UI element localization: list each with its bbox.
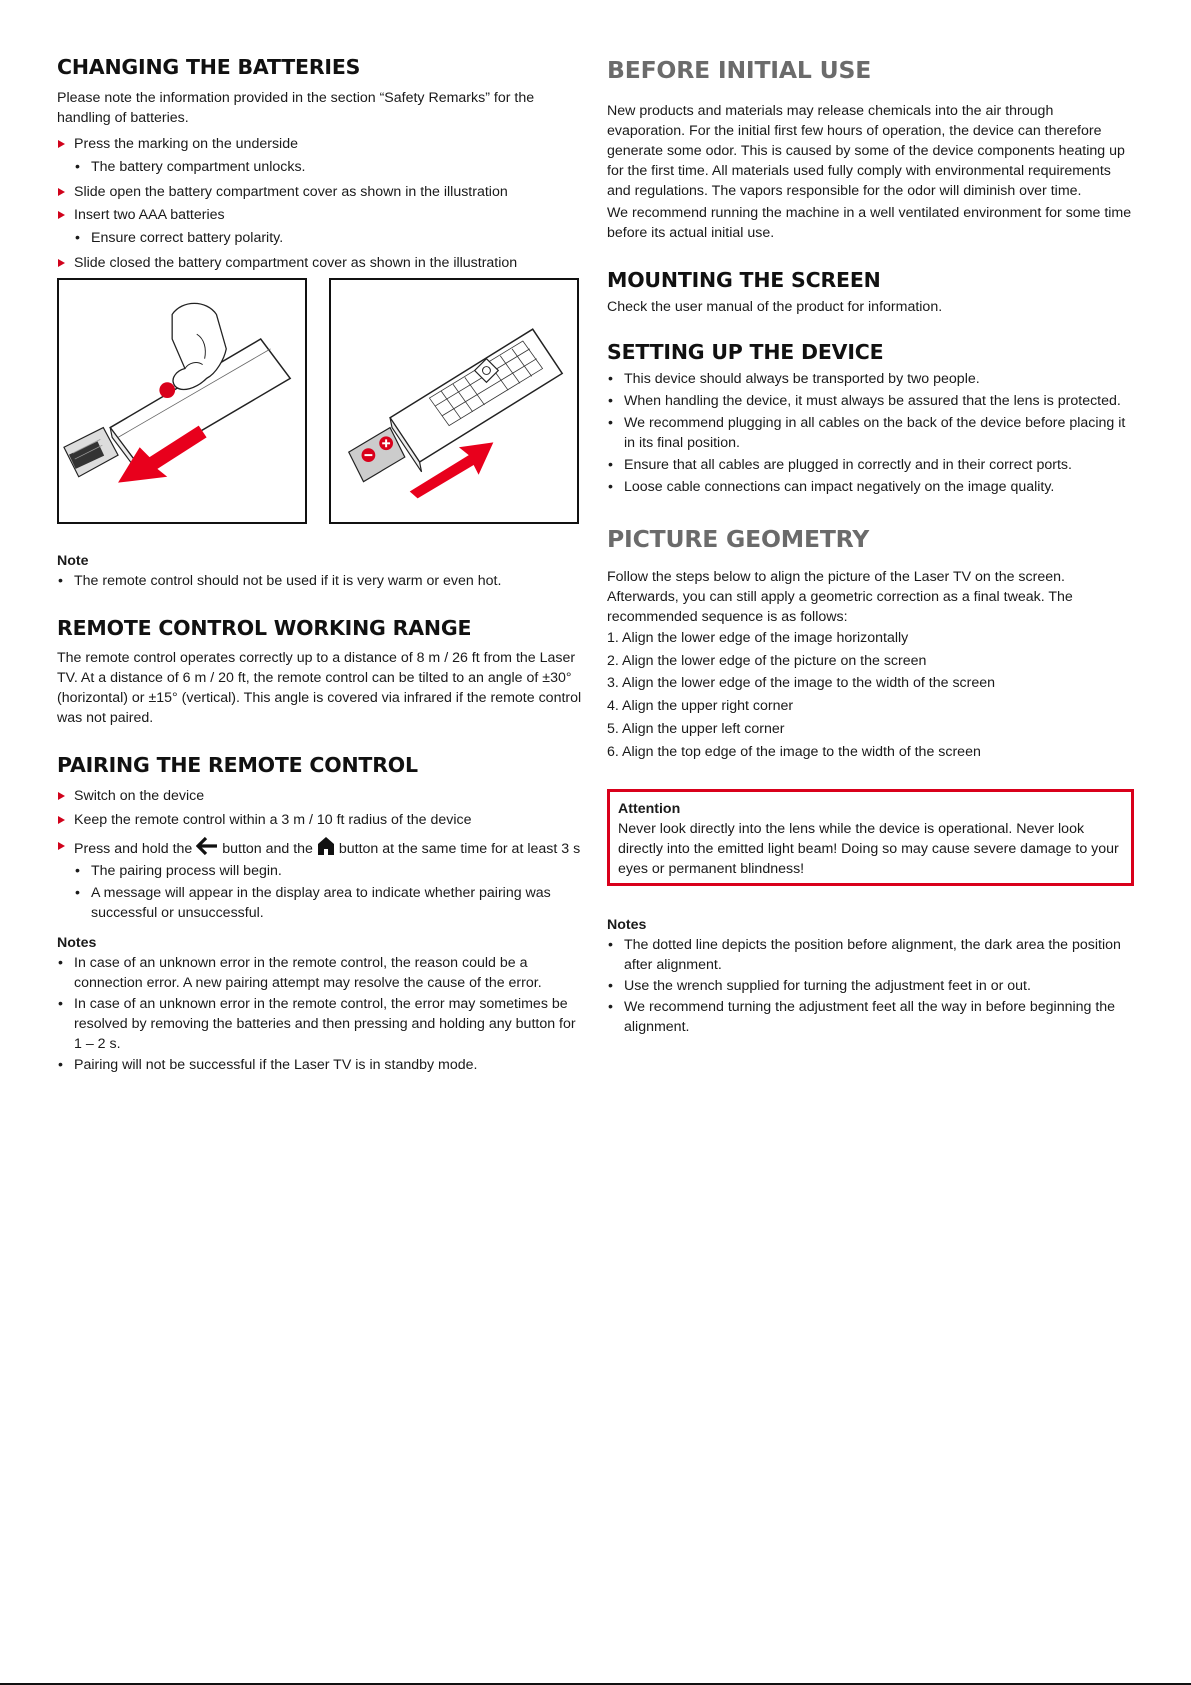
geometry-step-6: 6. Align the top edge of the image to the width of the screen bbox=[607, 743, 981, 760]
note-item: • The remote control should not be used if it is very warm or even hot. bbox=[58, 573, 502, 589]
battery-step-1: Press the marking on the underside bbox=[57, 134, 583, 154]
right-column bbox=[607, 52, 1134, 1037]
back-arrow-icon bbox=[196, 836, 218, 856]
setup-item-5: • Loose cable connections can impact negatively on the image quality. bbox=[608, 479, 1055, 495]
geometry-step-3: 3. Align the lower edge of the image to the width of the screen bbox=[607, 675, 996, 692]
initial-use-heading: BEFORE INITIAL USE bbox=[607, 56, 872, 84]
pairing-step-3-result-1: • The pairing process will begin. bbox=[75, 863, 282, 879]
geometry-notes-block bbox=[607, 915, 1134, 1037]
geometry-notes-heading: Notes bbox=[607, 917, 647, 934]
geometry-step-4: 4. Align the upper right corner bbox=[607, 698, 794, 715]
initial-use-paragraph-2: We recommend running the machine in a well ventilated environment for some time before its actual initial use. bbox=[607, 205, 1132, 241]
batteries-intro: Please note the information provided in the section “Safety Remarks” for the handling of batteries. bbox=[57, 90, 535, 126]
pairing-notes-heading: Notes bbox=[57, 935, 97, 951]
battery-step-1-result: • The battery compartment unlocks. bbox=[75, 159, 306, 175]
geometry-step-5: 5. Align the upper left corner bbox=[607, 720, 785, 737]
geometry-note-2: • Use the wrench supplied for turning the adjustment feet in or out. bbox=[608, 978, 1031, 995]
pairing-note-3: • Pairing will not be successful if the Laser TV is in standby mode. bbox=[58, 1057, 478, 1073]
mounting-heading: MOUNTING THE SCREEN bbox=[607, 268, 881, 292]
left-column bbox=[57, 52, 583, 1075]
pairing-step-1: Switch on the device bbox=[57, 786, 583, 806]
open-compartment-figure bbox=[57, 278, 307, 524]
setup-item-2: • When handling the device, it must always be assured that the lens is protected. bbox=[608, 393, 1121, 409]
battery-step-4: Slide closed the battery compartment cover as shown in the illustration bbox=[57, 253, 583, 273]
initial-use-paragraph-1: New products and materials may release chemicals into the air through evaporation. For the initial first few hours of operation, the device can therefore generate some odor. This is caused by some of the device components heating up for the first time. All materials used fully comply with environmental requirements and regulations. The vapors responsible for the odor will diminish over time. bbox=[607, 103, 1125, 199]
battery-step-3-result: • Ensure correct battery polarity. bbox=[75, 230, 284, 246]
range-text: The remote control operates correctly up to a distance of 8 m / 26 ft from the Laser TV. At a distance of 6 m / 20 ft, the remote control can be tilted to an angle of ±30° (horizontal) or ±15° (vertical). This angle is covered via infrared if the remote control was not paired. bbox=[57, 650, 582, 726]
setup-item-3: • We recommend plugging in all cables on the back of the device before placing it in its final position. bbox=[608, 415, 1126, 451]
note-heading: Note bbox=[57, 553, 89, 569]
battery-step-2: Slide open the battery compartment cover as shown in the illustration bbox=[57, 182, 583, 202]
remote-open-illustration bbox=[59, 280, 305, 522]
batteries-heading: CHANGING THE BATTERIES bbox=[57, 55, 361, 79]
home-icon bbox=[317, 836, 335, 856]
bullet-triangle-icon bbox=[58, 816, 65, 824]
note-block bbox=[57, 551, 583, 591]
pairing-note-1: • In case of an unknown error in the remote control, the reason could be a connection error. A new pairing attempt may resolve the cause of the error. bbox=[58, 955, 542, 991]
pairing-step-3-result-2: • A message will appear in the display area to indicate whether pairing was successful or unsuccessful. bbox=[75, 885, 551, 921]
attention-text: Never look directly into the lens while the device is operational. Never look directly into the emitted light beam! Doing so may cause severe damage to your eyes or permanent blindness! bbox=[618, 821, 1119, 878]
pairing-notes-block bbox=[57, 933, 583, 1075]
geometry-note-1: • The dotted line depicts the position before alignment, the dark area the position after alignment. bbox=[608, 937, 1121, 974]
bullet-triangle-icon bbox=[58, 188, 65, 196]
battery-step-3: Insert two AAA batteries bbox=[57, 205, 583, 225]
geometry-step-2: 2. Align the lower edge of the picture on the screen bbox=[607, 652, 927, 669]
remote-close-illustration bbox=[331, 280, 577, 522]
bullet-triangle-icon bbox=[58, 259, 65, 267]
geometry-heading: PICTURE GEOMETRY bbox=[607, 525, 870, 553]
bullet-triangle-icon bbox=[58, 842, 65, 850]
attention-box bbox=[607, 789, 1134, 886]
close-compartment-figure bbox=[329, 278, 579, 524]
battery-illustrations bbox=[57, 278, 583, 528]
attention-heading: Attention bbox=[618, 801, 681, 818]
setup-item-4: • Ensure that all cables are plugged in correctly and in their correct ports. bbox=[608, 457, 1072, 473]
setup-heading: SETTING UP THE DEVICE bbox=[607, 340, 884, 364]
pairing-step-2: Keep the remote control within a 3 m / 10 ft radius of the device bbox=[57, 810, 583, 830]
mounting-text: Check the user manual of the product for information. bbox=[607, 299, 943, 315]
pairing-note-2: • In case of an unknown error in the remote control, the error may sometimes be resolved by removing the batteries and then pressing and holding any button for 1 – 2 s. bbox=[58, 996, 576, 1052]
geometry-intro: Follow the steps below to align the picture of the Laser TV on the screen. Afterwards, you can still apply a geometric correction as a final tweak. The recommended sequence is as follows: bbox=[607, 569, 1073, 625]
bullet-triangle-icon bbox=[58, 140, 65, 148]
geometry-step-1: 1. Align the lower edge of the image horizontally bbox=[607, 630, 909, 646]
range-heading: REMOTE CONTROL WORKING RANGE bbox=[57, 616, 472, 640]
bullet-triangle-icon bbox=[58, 211, 65, 219]
geometry-note-3: • We recommend turning the adjustment feet all the way in before beginning the alignment. bbox=[608, 999, 1116, 1036]
setup-item-1: • This device should always be transported by two people. bbox=[608, 371, 980, 387]
bullet-triangle-icon bbox=[58, 792, 65, 800]
pairing-step-3: Press and hold the button and the button at the same time for at least 3 s bbox=[57, 836, 583, 859]
pairing-heading: PAIRING THE REMOTE CONTROL bbox=[57, 753, 418, 777]
